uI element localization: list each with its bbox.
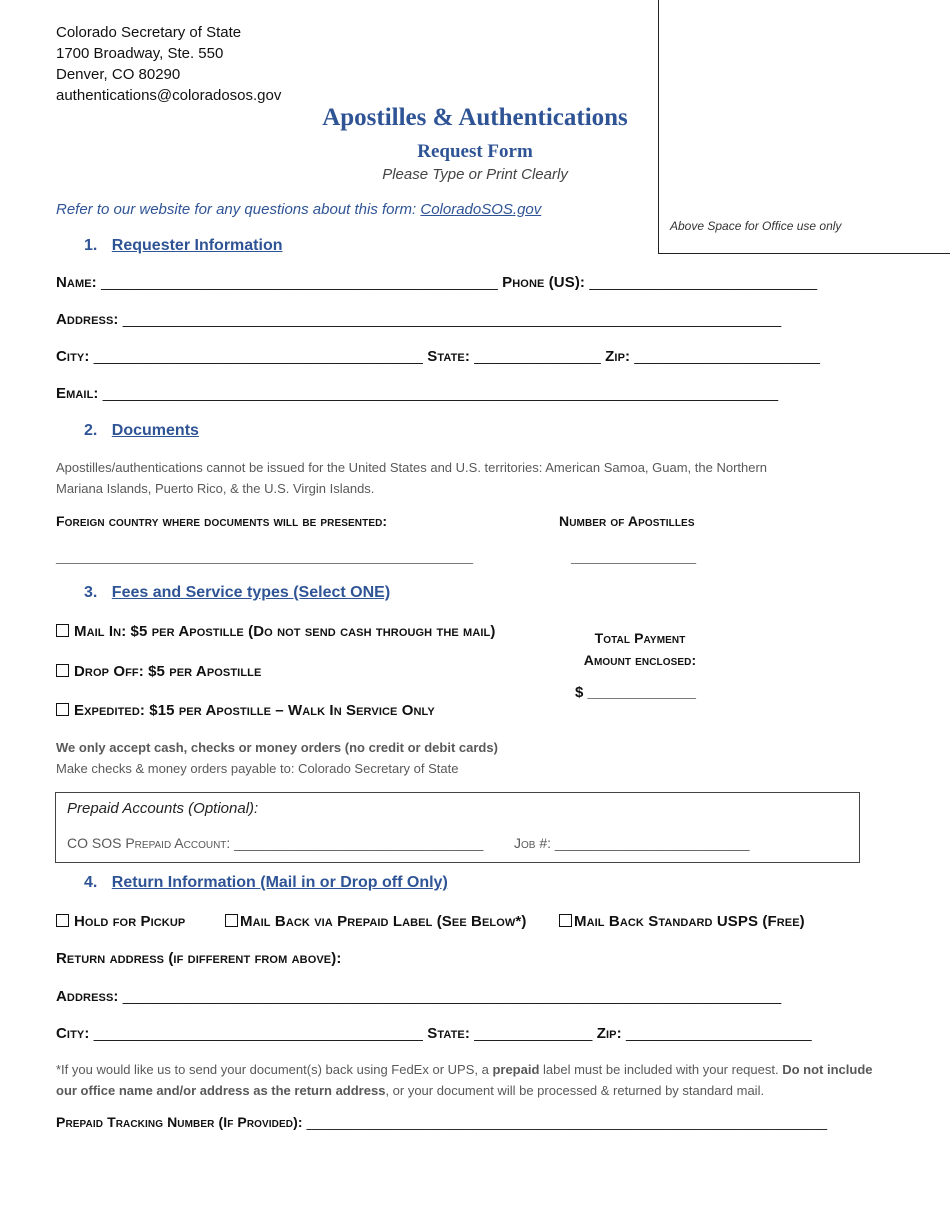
footnote-text: *If you would like us to send your document(s) back using FedEx or UPS, a xyxy=(56,1062,493,1077)
phone-label: Phone (US): xyxy=(502,274,586,291)
tracking-row xyxy=(56,1114,827,1130)
return-city-label: City: xyxy=(56,1025,90,1042)
section-title: Fees and Service types (Select ONE) xyxy=(111,584,391,601)
return-address-row xyxy=(56,988,781,1005)
name-row xyxy=(56,274,817,291)
website-note xyxy=(56,201,541,218)
website-link[interactable]: ColoradoSOS.gov xyxy=(420,201,542,218)
service-option-expedited[interactable] xyxy=(56,702,435,719)
section-title: Requester Information xyxy=(111,237,283,254)
footnote-emphasis: Do not xyxy=(782,1062,824,1077)
total-payment-label xyxy=(560,627,720,671)
job-number-field[interactable]: _________________________ xyxy=(554,835,750,851)
email-label: Email: xyxy=(56,385,99,402)
total-payment-label-line: Amount enclosed: xyxy=(583,652,697,668)
email-row xyxy=(56,385,778,402)
name-label: Name: xyxy=(56,274,97,291)
office-address xyxy=(56,22,281,106)
return-address-label: Address: xyxy=(56,988,119,1005)
address-row xyxy=(56,311,781,328)
checkbox[interactable] xyxy=(56,914,69,927)
prepaid-account-label: CO SOS Prepaid Account: xyxy=(67,835,231,851)
return-address-label: Return address (if different from above): xyxy=(56,950,342,967)
name-field[interactable]: _______________________________________________ xyxy=(101,274,498,291)
section-1-heading xyxy=(84,237,282,255)
office-use-note: Above Space for Office use only xyxy=(670,219,842,233)
checkbox[interactable] xyxy=(56,624,69,637)
section-number: 1. xyxy=(84,237,98,254)
section-3-heading xyxy=(84,584,390,602)
office-email: authentications@coloradosos.gov xyxy=(56,87,282,104)
territory-note-line: Apostilles/authentications cannot be issued for the United States and U.S. territories: American Samoa, Guam, the Northern xyxy=(56,460,768,475)
return-address-field[interactable]: ______________________________________________________________________________ xyxy=(122,988,782,1005)
tracking-field[interactable]: __________________________________________________________________ xyxy=(306,1114,828,1130)
service-option-label: Drop Off: $5 per Apostille xyxy=(74,663,262,680)
footnote-emphasis: prepaid xyxy=(492,1062,540,1077)
checkbox[interactable] xyxy=(225,914,238,927)
country-label: Foreign country where documents will be presented: xyxy=(56,513,388,529)
page-title: Apostilles & Authentications xyxy=(322,104,628,131)
address-field[interactable]: ______________________________________________________________________________ xyxy=(122,311,782,328)
email-field[interactable]: ________________________________________________________________________________ xyxy=(102,385,779,402)
city-field[interactable]: _______________________________________ xyxy=(93,348,423,365)
address-label: Address: xyxy=(56,311,119,328)
section-number: 4. xyxy=(84,874,98,891)
section-number: 2. xyxy=(84,422,98,439)
tracking-label: Prepaid Tracking Number (If Provided): xyxy=(56,1114,303,1130)
return-option-hold[interactable] xyxy=(56,913,185,930)
return-option-label: Mail Back Standard USPS (Free) xyxy=(574,913,805,930)
office-address-line: Colorado Secretary of State xyxy=(56,24,242,41)
return-city-field[interactable]: _______________________________________ xyxy=(93,1025,423,1042)
office-address-line: 1700 Broadway, Ste. 550 xyxy=(56,45,224,62)
website-note-text: Refer to our website for any questions about this form: xyxy=(56,201,417,218)
city-label: City: xyxy=(56,348,90,365)
state-field[interactable]: _______________ xyxy=(474,348,601,365)
country-field[interactable]: __________________________________________________ xyxy=(56,549,474,566)
prepaid-account-row xyxy=(67,835,483,851)
return-option-label: Hold for Pickup xyxy=(74,913,186,930)
service-option-label: Expedited: $15 per Apostille – Walk In Service Only xyxy=(74,702,435,719)
checkbox[interactable] xyxy=(56,703,69,716)
apostille-count-field[interactable]: _______________ xyxy=(571,549,697,566)
apostille-count-label: Number of Apostilles xyxy=(559,513,695,529)
section-4-heading xyxy=(84,874,448,892)
return-footnote xyxy=(56,1059,896,1101)
return-zip-label: Zip: xyxy=(596,1025,622,1042)
form-instruction: Please Type or Print Clearly xyxy=(382,166,568,183)
footnote-text: label must be included with your request. xyxy=(539,1062,783,1077)
checkbox[interactable] xyxy=(559,914,572,927)
territory-note xyxy=(56,457,767,499)
total-payment-field[interactable]: $ _____________ xyxy=(575,684,696,701)
prepaid-accounts-title: Prepaid Accounts (Optional): xyxy=(67,800,259,817)
payment-methods-note: We only accept cash, checks or money orders (no credit or debit cards) xyxy=(56,740,498,755)
office-address-line: Denver, CO 80290 xyxy=(56,66,181,83)
service-option-label: Mail In: $5 per Apostille (Do not send cash through the mail) xyxy=(74,623,496,640)
territory-note-line: Mariana Islands, Puerto Rico, & the U.S. Virgin Islands. xyxy=(56,481,375,496)
section-number: 3. xyxy=(84,584,98,601)
return-option-prepaid-label[interactable] xyxy=(225,913,526,930)
payable-note: Make checks & money orders payable to: Colorado Secretary of State xyxy=(56,761,459,776)
return-state-field[interactable]: ______________ xyxy=(474,1025,593,1042)
prepaid-accounts-box xyxy=(55,792,860,863)
job-number-row xyxy=(514,835,750,851)
return-zip-field[interactable]: ______________________ xyxy=(625,1025,812,1042)
footnote-emphasis: include our office name and/or address as the return address xyxy=(56,1062,873,1098)
return-city-row xyxy=(56,1025,812,1042)
section-title: Return Information (Mail in or Drop off Only) xyxy=(111,874,448,891)
return-state-label: State: xyxy=(427,1025,470,1042)
return-option-usps[interactable] xyxy=(559,913,805,930)
prepaid-account-field[interactable]: ________________________________ xyxy=(234,835,484,851)
total-payment-label-line: Total Payment xyxy=(594,630,686,646)
page-subtitle: Request Form xyxy=(417,141,533,162)
job-number-label: Job #: xyxy=(514,835,552,851)
phone-field[interactable]: ___________________________ xyxy=(589,274,818,291)
checkbox[interactable] xyxy=(56,664,69,677)
service-option-drop-off[interactable] xyxy=(56,663,261,680)
footnote-text: , or your document will be processed & returned by standard mail. xyxy=(385,1083,765,1098)
section-2-heading xyxy=(84,422,199,440)
state-label: State: xyxy=(427,348,470,365)
city-row xyxy=(56,348,820,365)
zip-label: Zip: xyxy=(605,348,631,365)
service-option-mail-in[interactable] xyxy=(56,623,495,640)
zip-field[interactable]: ______________________ xyxy=(634,348,821,365)
section-title: Documents xyxy=(111,422,199,439)
return-option-label: Mail Back via Prepaid Label (See Below*) xyxy=(240,913,527,930)
